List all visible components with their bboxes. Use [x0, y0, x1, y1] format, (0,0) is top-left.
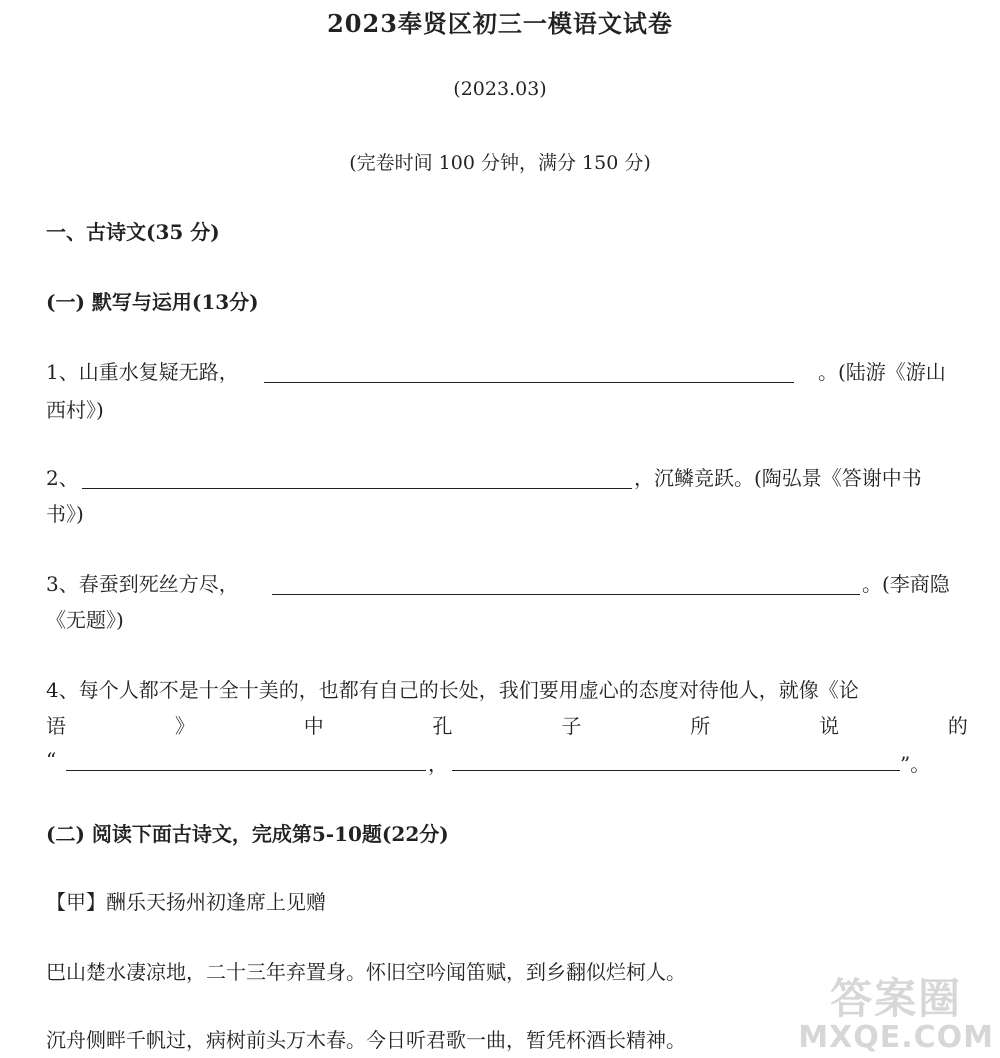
- q4-char: 中: [303, 714, 324, 738]
- page-title: 2023奉贤区初三一模语文试卷: [327, 9, 673, 38]
- part2-heading: (二) 阅读下面古诗文，完成第5-10题(22分): [46, 822, 449, 846]
- q2-continuation: 书》): [46, 502, 84, 526]
- watermark-logo: [798, 976, 994, 1054]
- watermark-url: MXQE.COM: [798, 1020, 994, 1055]
- q1-continuation: 西村》): [46, 398, 104, 422]
- q4-line2: [46, 710, 968, 739]
- q4-answer-blank-2[interactable]: [452, 770, 900, 771]
- q4-char: 语: [46, 714, 66, 738]
- q4-open-quote: “: [46, 748, 57, 772]
- part1-heading: (一) 默写与运用(13分): [46, 290, 259, 314]
- q4-char: 子: [561, 714, 582, 738]
- q2-prefix: 2、: [46, 466, 79, 490]
- q2-answer-blank[interactable]: [82, 488, 632, 489]
- q4-char: 的: [947, 714, 968, 738]
- poem-title: 【甲】酬乐天扬州初逢席上见赠: [46, 890, 326, 914]
- q4-line1: 4、每个人都不是十全十美的，也都有自己的长处，我们要用虚心的态度对待他人，就像《论: [46, 678, 859, 702]
- q4-char: 所: [690, 714, 711, 738]
- q4-char: 孔: [432, 714, 453, 738]
- q4-answer-blank-1[interactable]: [66, 770, 426, 771]
- poem-line-1: 巴山楚水凄凉地，二十三年弃置身。怀旧空吟闻笛赋，到乡翻似烂柯人。: [46, 960, 686, 984]
- q4-char: 》: [174, 714, 195, 738]
- q4-comma: ，: [428, 752, 448, 776]
- exam-date: (2023.03): [453, 78, 547, 100]
- q3-answer-blank[interactable]: [272, 594, 860, 595]
- q1-suffix: 。(陆游《游山: [818, 360, 946, 384]
- section-heading: 一、古诗文(35 分): [46, 220, 220, 244]
- q3-continuation: 《无题》): [46, 608, 124, 632]
- poem-line-2: 沉舟侧畔千帆过，病树前头万木春。今日听君歌一曲，暂凭杯酒长精神。: [46, 1028, 686, 1052]
- q2-suffix: ，沉鳞竞跃。(陶弘景《答谢中书: [634, 466, 922, 490]
- exam-duration: (完卷时间 100 分钟，满分 150 分): [349, 152, 651, 174]
- q1-answer-blank[interactable]: [264, 382, 794, 383]
- q3-suffix: 。(李商隐: [862, 572, 950, 596]
- watermark-logo-text: 答案圈: [830, 974, 963, 1023]
- q1-prefix: 1、山重水复疑无路，: [46, 360, 239, 384]
- q4-close-quote: ”。: [900, 752, 931, 776]
- q3-prefix: 3、春蚕到死丝方尽，: [46, 572, 239, 596]
- q4-char: 说: [819, 714, 840, 738]
